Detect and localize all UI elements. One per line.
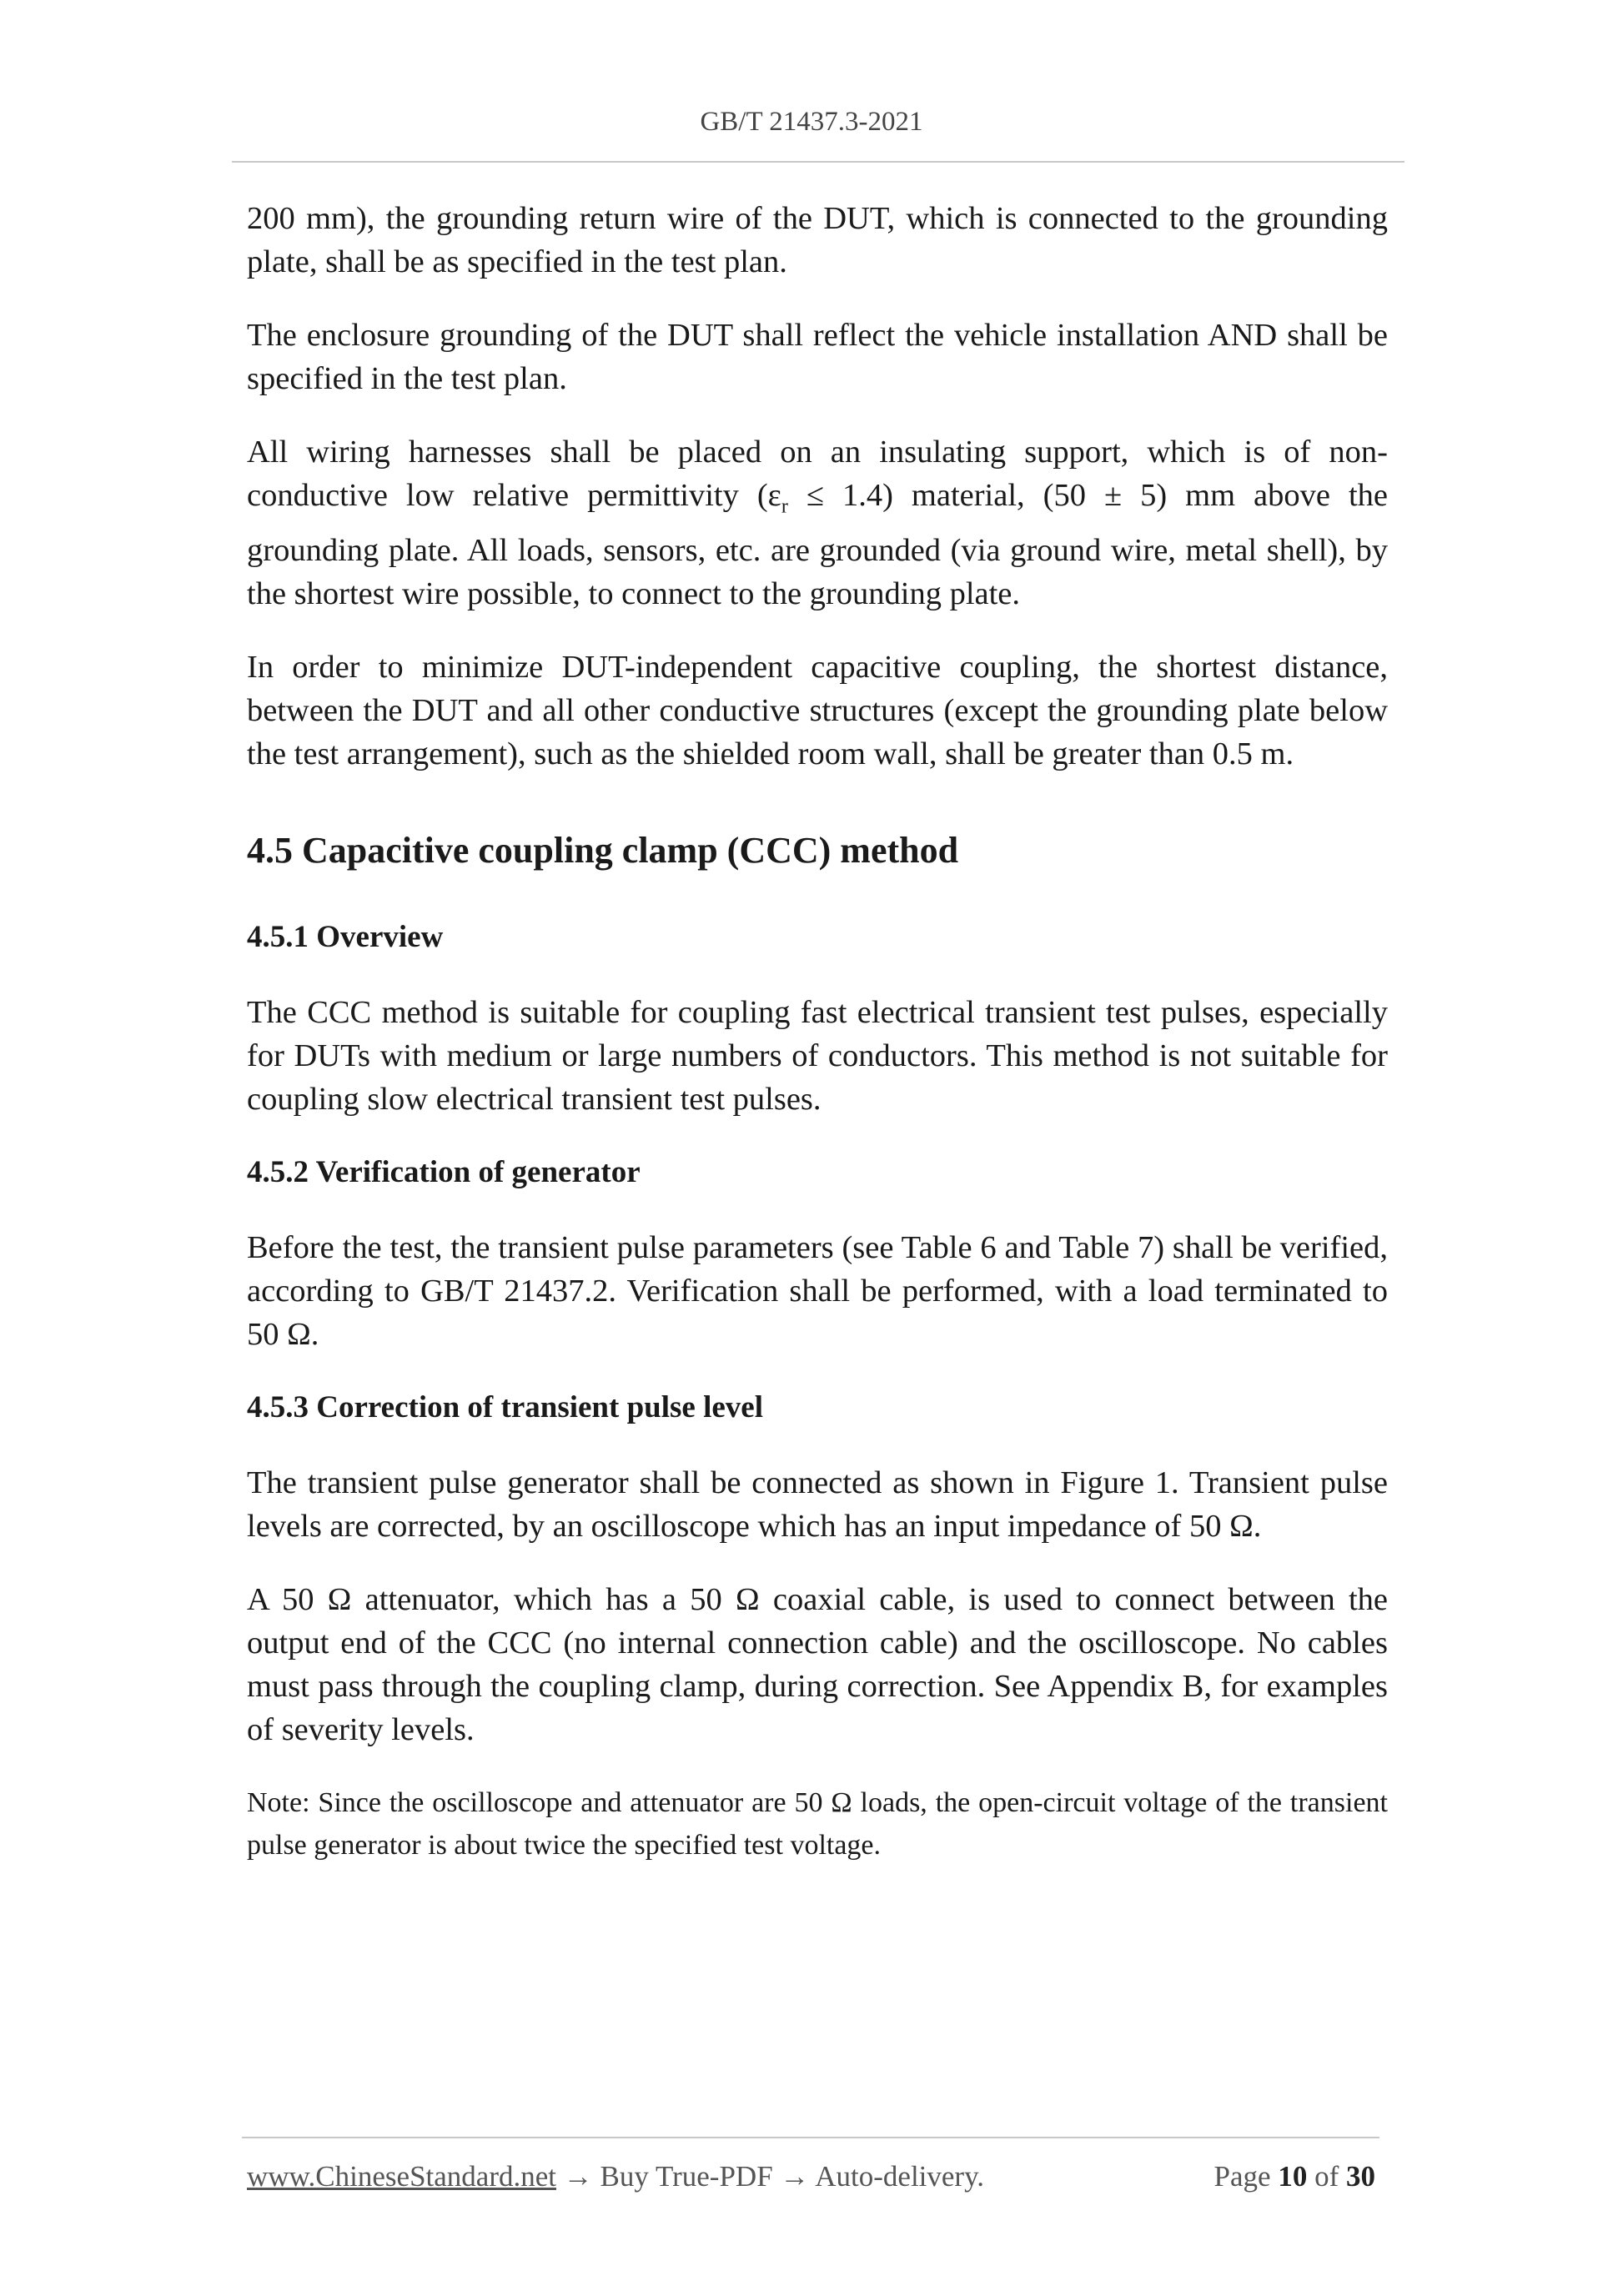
paragraph-enclosure-grounding: The enclosure grounding of the DUT shall reflect the vehicle installation AND shall be specified in the test plan. (247, 318, 1388, 396)
paragraph-grounding-return: 200 mm), the grounding return wire of the DUT, which is connected to the grounding plate, shall be as specified in the test plan. (247, 201, 1388, 279)
epsilon-subscript: r (781, 495, 788, 518)
website-link[interactable]: www.ChineseStandard.net (247, 2160, 556, 2193)
buy-pdf-text: Buy True-PDF (600, 2160, 773, 2193)
arrow-icon: → (772, 2160, 816, 2193)
paragraph-overview: The CCC method is suitable for coupling fast electrical transient test pulses, especially for DUTs with medium or large numbers of conductors. This method is not suitable for coupling slow electrical transient test pulses. (247, 994, 1388, 1117)
paragraph-attenuator: A 50 Ω attenuator, which has a 50 Ω coaxial cable, is used to connect between the output end of the CCC (no internal connection cable) and the oscilloscope. No cables must pass through the coupling clamp, during correction. See Appendix B, for examples of severity levels. (247, 1581, 1388, 1747)
of-label: of (1314, 2160, 1339, 2193)
section-heading-4-5-1: 4.5.1 Overview (247, 919, 444, 954)
page-content (247, 197, 1388, 1866)
footer-promo (247, 2160, 984, 2193)
paragraph-wiring-harnesses (247, 430, 1388, 615)
wiring-text-b: ≤ 1.4) material, (50 ± 5) mm above the grounding plate. All loads, sensors, etc. are grounded (via ground wire, metal shell), by the shortest wire possible, to connect to the grounding plate. (247, 478, 1388, 611)
header-divider (232, 161, 1404, 163)
page-label: Page (1213, 2160, 1271, 2193)
arrow-icon: → (556, 2160, 600, 2193)
auto-delivery-text: Auto-delivery. (815, 2160, 985, 2193)
note: Note: Since the oscilloscope and attenuator are 50 Ω loads, the open-circuit voltage of the transient pulse generator is about twice the specified test voltage. (247, 1786, 1388, 1861)
wiring-text-a: All wiring harnesses shall be placed on an insulating support, which is of non-conductive low relative permittivity (ε (247, 435, 1388, 513)
section-heading-4-5: 4.5 Capacitive coupling clamp (CCC) method (247, 829, 959, 871)
paragraph-capacitive-coupling: In order to minimize DUT-independent capacitive coupling, the shortest distance, between the DUT and all other conductive structures (except the grounding plate below the test arrangement), such as the shielded room wall, shall be greater than 0.5 m. (247, 649, 1388, 771)
page-indicator (1214, 2160, 1375, 2193)
total-pages: 30 (1346, 2160, 1375, 2193)
page-number: 10 (1278, 2160, 1308, 2193)
paragraph-verification: Before the test, the transient pulse parameters (see Table 6 and Table 7) shall be verified, according to GB/T 21437.2. Verification shall be performed, with a load terminated to 50 Ω. (247, 1229, 1388, 1352)
paragraph-correction: The transient pulse generator shall be connected as shown in Figure 1. Transient pulse levels are corrected, by an oscilloscope which has an input impedance of 50 Ω. (247, 1465, 1388, 1544)
section-heading-4-5-2: 4.5.2 Verification of generator (247, 1154, 641, 1189)
section-heading-4-5-3: 4.5.3 Correction of transient pulse level (247, 1389, 763, 1424)
document-header: GB/T 21437.3-2021 (700, 107, 923, 137)
footer-divider (242, 2137, 1379, 2138)
